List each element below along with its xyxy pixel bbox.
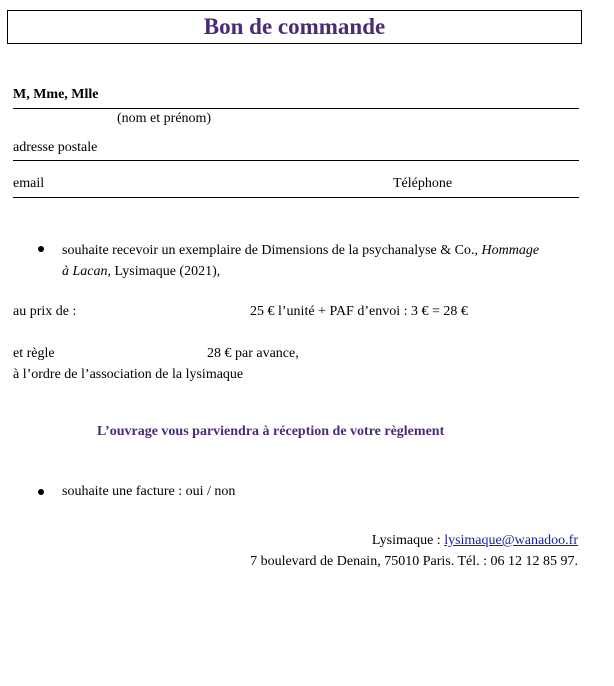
order-title-italic-1: Hommage: [481, 243, 540, 258]
contact-address: 7 boulevard de Denain, 75010 Paris. Tél. : 06 12 12 85 97.: [250, 554, 578, 569]
bullet-icon: [38, 489, 44, 495]
payee-text: à l’ordre de l’association de la lysimaque: [13, 367, 244, 382]
order-description: [62, 240, 578, 282]
price-value: 25 € l’unité + PAF d’envoi : 3 € = 28 €: [250, 304, 468, 319]
civility-label: M, Mme, Mlle: [13, 87, 99, 102]
order-title-italic-2: à Lacan: [62, 264, 108, 279]
page-title: Bon de commande: [203, 14, 386, 39]
address-line[interactable]: [13, 160, 579, 161]
bullet-icon: [38, 246, 44, 252]
name-hint: (nom et prénom): [117, 111, 212, 126]
invoice-option[interactable]: souhaite une facture : oui / non: [62, 484, 236, 499]
delivery-note: L’ouvrage vous parviendra à réception de votre règlement: [97, 424, 445, 439]
contact-line: [372, 533, 578, 549]
phone-label: Téléphone: [393, 176, 453, 191]
contact-email-link[interactable]: lysimaque@wanadoo.fr: [444, 533, 578, 548]
contact-label: Lysimaque :: [371, 533, 445, 548]
price-label: au prix de :: [13, 304, 77, 319]
order-line2-text: , Lysimaque (2021),: [107, 264, 221, 279]
order-line1-text: souhaite recevoir un exemplaire de Dimensions de la psychanalyse & Co.,: [62, 243, 482, 258]
payment-value: 28 € par avance,: [207, 346, 299, 361]
payment-label: et règle: [13, 346, 55, 361]
address-label: adresse postale: [13, 140, 98, 155]
email-phone-line[interactable]: [13, 197, 579, 198]
email-label: email: [13, 176, 45, 191]
title-box: [7, 10, 582, 44]
name-line[interactable]: [13, 108, 579, 109]
